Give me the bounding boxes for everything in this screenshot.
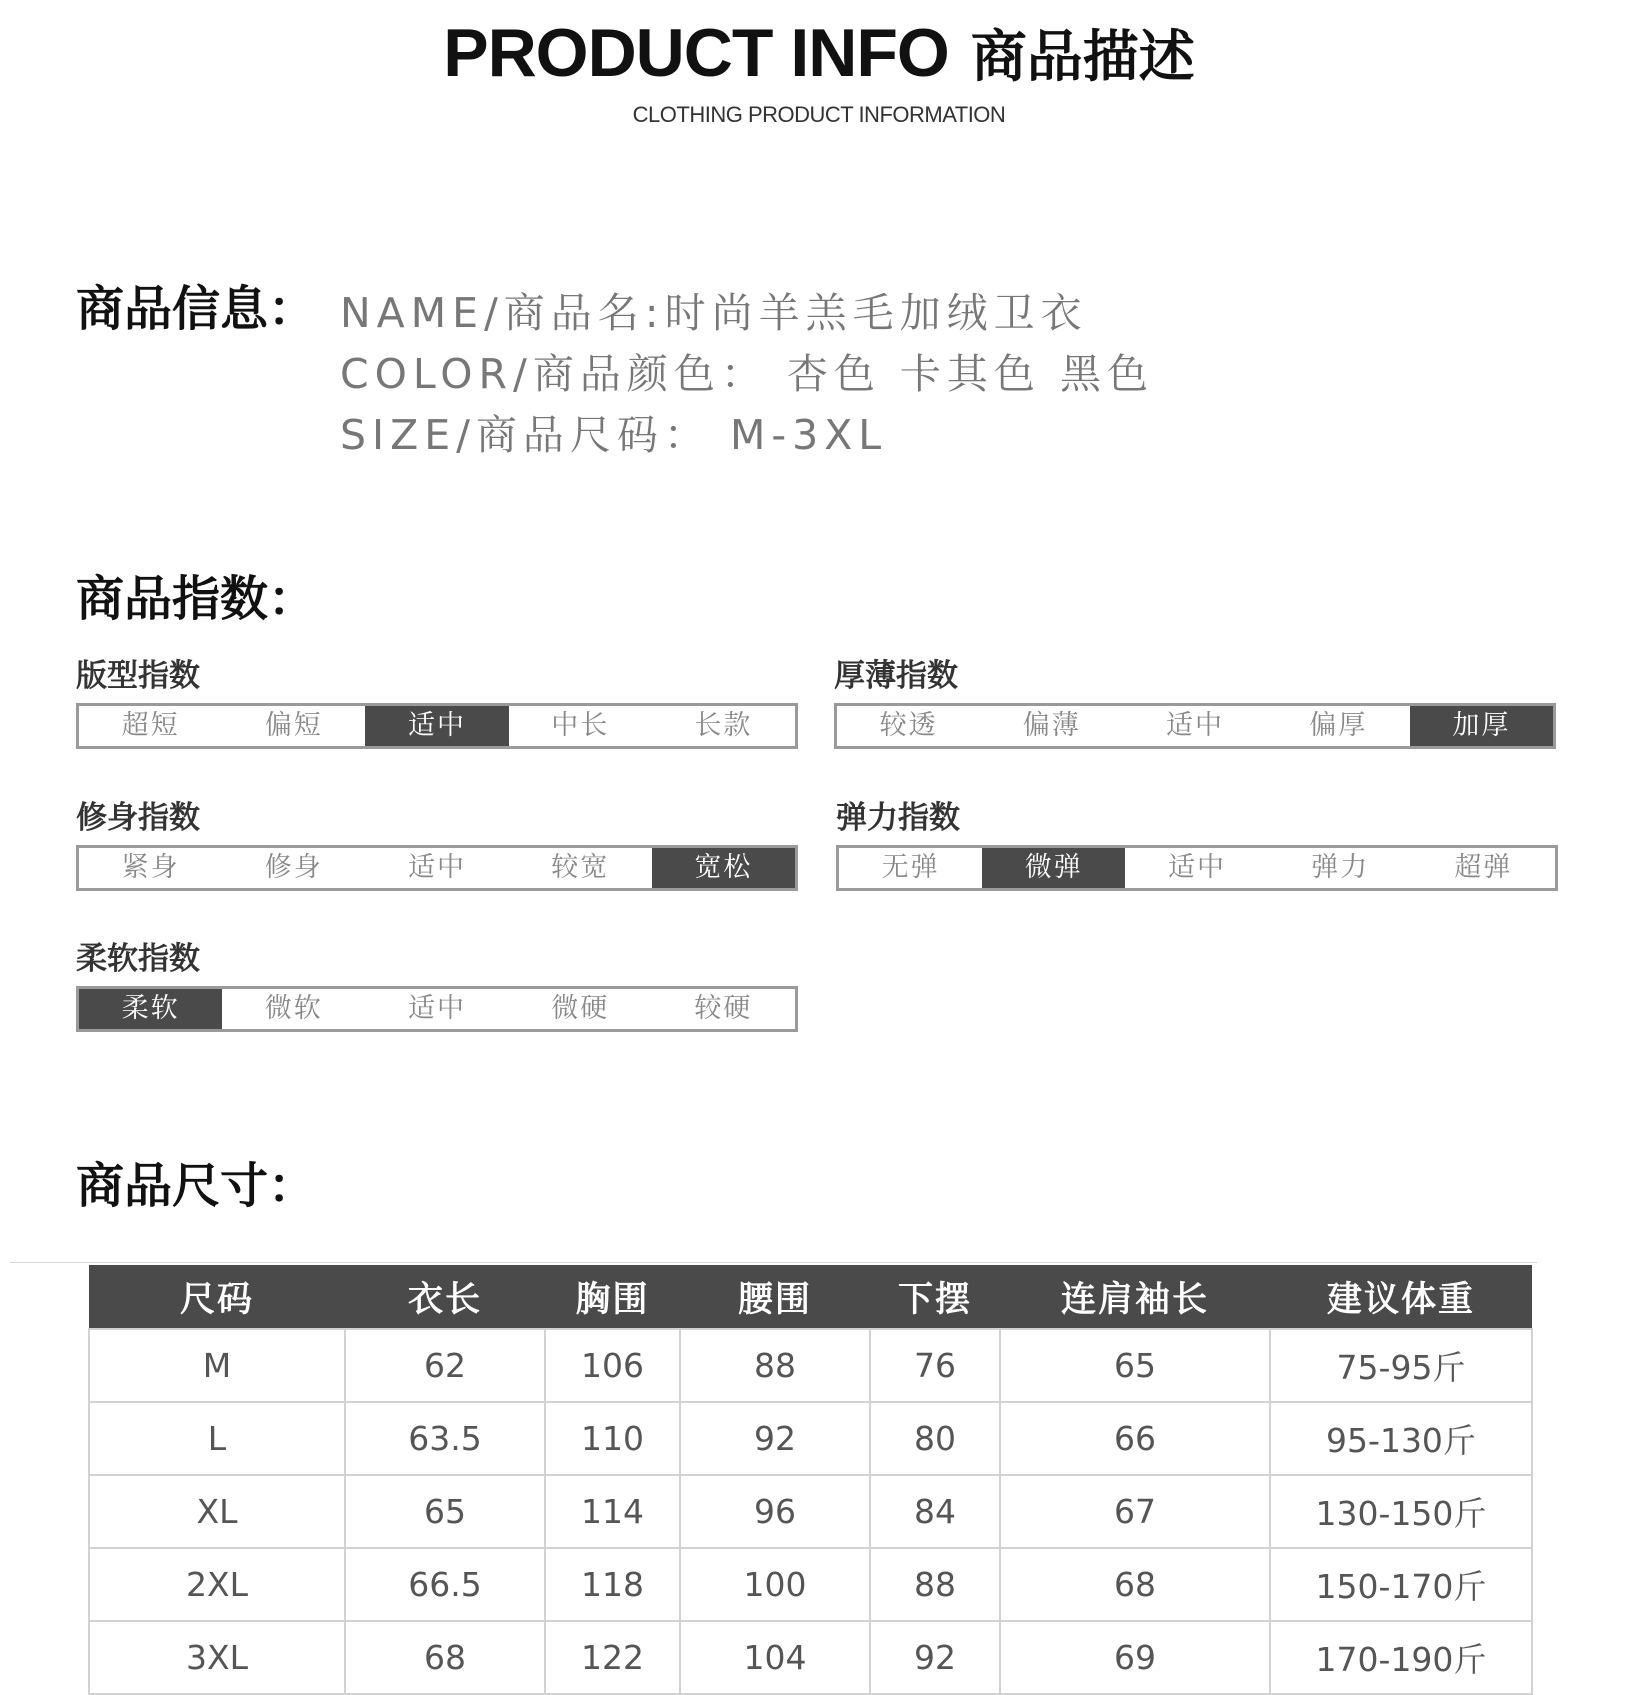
- table-row: [89, 1402, 1532, 1475]
- product-size-line: SIZE/商品尺码： M-3XL: [340, 411, 888, 459]
- measurement-cell: 65: [1000, 1329, 1270, 1402]
- index-label: 修身指数: [76, 800, 200, 836]
- size-table-container: [88, 1265, 1531, 1695]
- measurement-cell: 68: [345, 1621, 545, 1694]
- measurement-cell: 88: [680, 1329, 870, 1402]
- measurement-cell: 150-170斤: [1270, 1548, 1532, 1621]
- header-subtitle: CLOTHING PRODUCT INFORMATION: [632, 102, 1006, 127]
- measurement-cell: 80: [870, 1402, 1000, 1475]
- product-size-heading: 商品尺寸：: [76, 1158, 317, 1214]
- index-scale: [76, 845, 798, 891]
- index-option: 偏厚: [1309, 710, 1368, 741]
- measurement-cell: 104: [680, 1621, 870, 1694]
- column-header: 连肩袖长: [1000, 1265, 1270, 1329]
- product-info-heading: 商品信息：: [76, 281, 317, 337]
- index-option: 较透: [879, 710, 938, 741]
- size-cell: M: [89, 1329, 345, 1402]
- measurement-cell: 75-95斤: [1270, 1329, 1532, 1402]
- column-header: 下摆: [870, 1265, 1000, 1329]
- measurement-cell: 114: [545, 1475, 680, 1548]
- index-option: 长款: [694, 710, 753, 741]
- table-row: [89, 1621, 1532, 1694]
- size-table-header-row: [89, 1265, 1532, 1329]
- header-title: [0, 15, 1638, 91]
- product-info-lines: [340, 283, 1154, 466]
- index-option: 超弹: [1454, 852, 1513, 883]
- index-option: 较硬: [694, 993, 753, 1024]
- column-header: 建议体重: [1270, 1265, 1532, 1329]
- index-option: 偏薄: [1022, 710, 1081, 741]
- size-cell: 2XL: [89, 1548, 345, 1621]
- measurement-cell: 92: [870, 1621, 1000, 1694]
- index-option: 适中: [408, 852, 466, 883]
- table-row: [89, 1475, 1532, 1548]
- measurement-cell: 92: [680, 1402, 870, 1475]
- title-english: PRODUCT INFO: [443, 15, 949, 91]
- index-group-thickness: [834, 653, 1560, 749]
- product-color-line: COLOR/商品颜色： 杏色 卡其色 黑色: [340, 350, 1154, 398]
- index-label: 柔软指数: [76, 941, 200, 977]
- index-option-selected: 柔软: [79, 989, 222, 1029]
- measurement-cell: 96: [680, 1475, 870, 1548]
- index-option: 中长: [551, 710, 610, 741]
- measurement-cell: 66.5: [345, 1548, 545, 1621]
- measurement-cell: 66: [1000, 1402, 1270, 1475]
- measurement-cell: 68: [1000, 1548, 1270, 1621]
- measurement-cell: 63.5: [345, 1402, 545, 1475]
- index-scale: [836, 845, 1558, 891]
- size-table: [88, 1265, 1533, 1695]
- table-row: [89, 1548, 1532, 1621]
- measurement-cell: 65: [345, 1475, 545, 1548]
- index-option-selected: 微弹: [982, 848, 1125, 888]
- index-group-softness: [76, 936, 802, 1032]
- measurement-cell: 67: [1000, 1475, 1270, 1548]
- column-header: 腰围: [680, 1265, 870, 1329]
- index-option-selected: 宽松: [652, 848, 795, 888]
- index-option: 较宽: [551, 852, 610, 883]
- measurement-cell: 69: [1000, 1621, 1270, 1694]
- measurement-cell: 130-150斤: [1270, 1475, 1532, 1548]
- measurement-cell: 62: [345, 1329, 545, 1402]
- measurement-cell: 170-190斤: [1270, 1621, 1532, 1694]
- page-header: [0, 15, 1638, 128]
- measurement-cell: 106: [545, 1329, 680, 1402]
- product-index-heading: 商品指数：: [76, 571, 317, 627]
- index-option-selected: 适中: [365, 706, 508, 746]
- index-option: 弹力: [1311, 852, 1370, 883]
- measurement-cell: 88: [870, 1548, 1000, 1621]
- index-option: 适中: [1168, 852, 1226, 883]
- index-label: 弹力指数: [836, 800, 960, 836]
- measurement-cell: 122: [545, 1621, 680, 1694]
- index-scale: [76, 703, 798, 749]
- measurement-cell: 110: [545, 1402, 680, 1475]
- measurement-cell: 118: [545, 1548, 680, 1621]
- index-group-fit: [76, 653, 802, 749]
- index-scale: [76, 986, 798, 1032]
- measurement-cell: 76: [870, 1329, 1000, 1402]
- index-option: 微软: [264, 993, 323, 1024]
- index-option-selected: 加厚: [1410, 706, 1553, 746]
- index-option: 偏短: [264, 710, 323, 741]
- size-cell: 3XL: [89, 1621, 345, 1694]
- measurement-cell: 100: [680, 1548, 870, 1621]
- column-header: 衣长: [345, 1265, 545, 1329]
- table-row: [89, 1329, 1532, 1402]
- index-option: 无弹: [881, 852, 940, 883]
- size-cell: L: [89, 1402, 345, 1475]
- title-chinese: 商品描述: [970, 25, 1195, 90]
- column-header: 尺码: [89, 1265, 345, 1329]
- index-group-slim: [76, 795, 802, 891]
- index-label: 版型指数: [76, 658, 200, 694]
- index-option: 微硬: [551, 993, 610, 1024]
- measurement-cell: 95-130斤: [1270, 1402, 1532, 1475]
- index-scale: [834, 703, 1556, 749]
- index-option: 超短: [121, 710, 180, 741]
- index-label: 厚薄指数: [834, 658, 958, 694]
- index-option: 紧身: [121, 852, 180, 883]
- index-option: 适中: [1166, 710, 1224, 741]
- measurement-cell: 84: [870, 1475, 1000, 1548]
- size-cell: XL: [89, 1475, 345, 1548]
- divider: [10, 1262, 1537, 1263]
- index-group-elasticity: [836, 795, 1562, 891]
- index-option: 修身: [264, 852, 323, 883]
- column-header: 胸围: [545, 1265, 680, 1329]
- product-name-line: NAME/商品名:时尚羊羔毛加绒卫衣: [340, 289, 1088, 337]
- index-option: 适中: [408, 993, 466, 1024]
